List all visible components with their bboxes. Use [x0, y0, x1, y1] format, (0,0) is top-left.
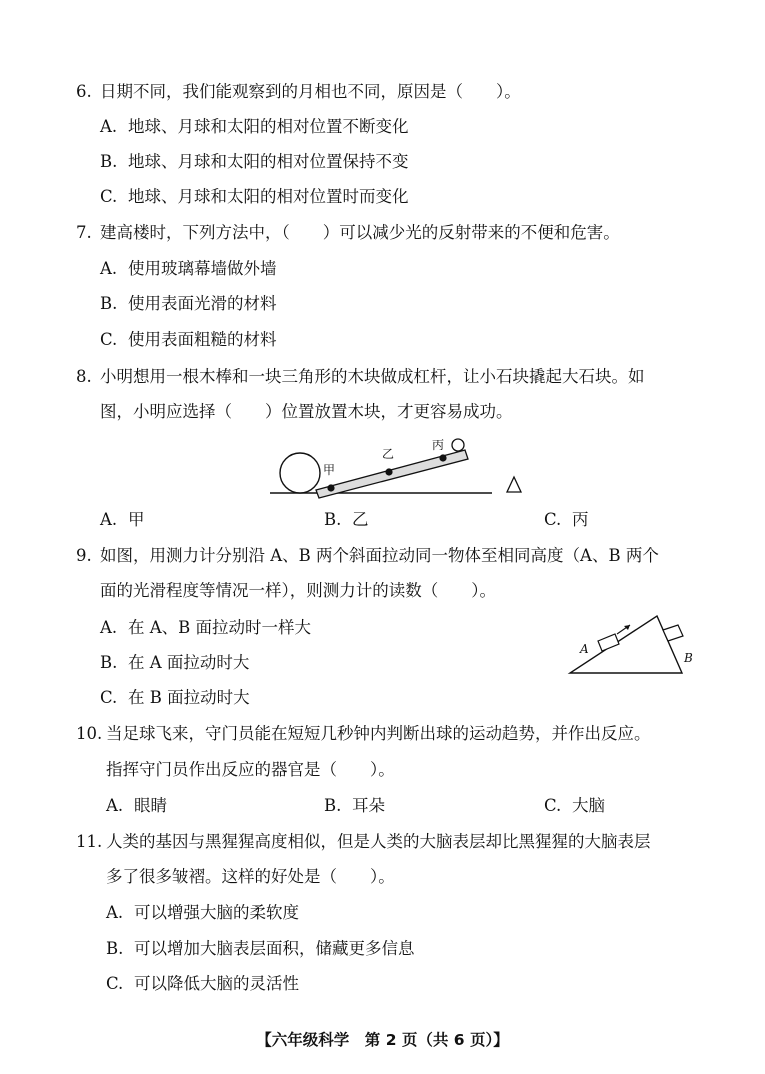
- q7-option-b[interactable]: [100, 294, 277, 314]
- triangle-wood-block: [507, 477, 521, 492]
- option-text: 地球、月球和太阳的相对位置不断变化: [128, 117, 409, 136]
- label-b: B: [684, 651, 693, 665]
- question-7-stem: [76, 223, 620, 243]
- option-text: 使用玻璃幕墙做外墙: [128, 259, 277, 278]
- label-jia: 甲: [323, 463, 336, 477]
- option-letter: C.: [100, 187, 118, 206]
- q7-option-a[interactable]: [100, 259, 277, 279]
- question-number: 11.: [76, 832, 103, 851]
- option-letter: B.: [324, 796, 342, 815]
- question-text: 人类的基因与黑猩猩高度相似，但是人类的大脑表层却比黑猩猩的大脑表层: [106, 832, 651, 851]
- question-text: 如图，用测力计分别沿 A、B 两个斜面拉动同一物体至相同高度（A、B 两个: [100, 546, 659, 565]
- q11-option-c[interactable]: [106, 974, 299, 994]
- option-letter: A.: [100, 259, 118, 278]
- q6-option-a[interactable]: [100, 117, 409, 137]
- option-letter: C.: [100, 330, 118, 349]
- option-text: 在 B 面拉动时大: [128, 688, 250, 707]
- q6-option-c[interactable]: [100, 187, 409, 207]
- option-letter: B.: [100, 294, 118, 313]
- option-letter: A.: [100, 618, 118, 637]
- question-number: 9.: [76, 546, 92, 565]
- position-dot-jia: [327, 484, 334, 491]
- option-text: 地球、月球和太阳的相对位置保持不变: [128, 152, 409, 171]
- question-6-stem: [76, 82, 521, 102]
- question-text: 小明想用一根木棒和一块三角形的木块做成杠杆，让小石块撬起大石块。如: [100, 367, 645, 386]
- option-text: 可以降低大脑的灵活性: [134, 974, 299, 993]
- option-letter: A.: [100, 510, 118, 529]
- option-letter: B.: [100, 152, 118, 171]
- lever-figure: [260, 432, 540, 500]
- q8-option-c[interactable]: [544, 510, 589, 530]
- question-9-stem-line1: [76, 546, 659, 566]
- q7-option-c[interactable]: [100, 330, 277, 350]
- option-letter: C.: [106, 974, 124, 993]
- option-letter: A.: [106, 903, 124, 922]
- question-8-stem-line2: 图，小明应选择（ ）位置放置木块，才更容易成功。: [100, 402, 513, 421]
- position-dot-bing: [439, 454, 446, 461]
- option-letter: B.: [100, 653, 118, 672]
- incline-figure: [562, 608, 707, 680]
- question-10-stem-line2: 指挥守门员作出反应的器官是（ ）。: [106, 760, 395, 779]
- option-text: 眼睛: [134, 796, 167, 815]
- pull-arrow-a-head: [624, 625, 630, 630]
- option-letter: B.: [106, 939, 124, 958]
- option-letter: B.: [324, 510, 342, 529]
- question-11-stem-line1: [76, 832, 651, 852]
- option-text: 在 A、B 面拉动时一样大: [128, 618, 312, 637]
- question-text: 日期不同，我们能观察到的月相也不同，原因是（ ）。: [100, 82, 521, 101]
- question-number: 8.: [76, 367, 92, 386]
- question-number: 10.: [76, 724, 103, 743]
- question-number: 6.: [76, 82, 92, 101]
- question-text: 当足球飞来，守门员能在短短几秒钟内判断出球的运动趋势，并作出反应。: [106, 724, 651, 743]
- q10-option-a[interactable]: [106, 796, 167, 816]
- small-stone: [452, 439, 464, 451]
- label-bing: 丙: [432, 438, 445, 452]
- q9-option-a[interactable]: [100, 618, 311, 638]
- q10-option-b[interactable]: [324, 796, 385, 816]
- option-letter: C.: [544, 510, 562, 529]
- question-11-stem-line2: 多了很多皱褶。这样的好处是（ ）。: [106, 867, 395, 886]
- option-text: 耳朵: [352, 796, 385, 815]
- page-footer: 【六年级科学 第 2 页（共 6 页）】: [256, 1031, 509, 1049]
- option-text: 丙: [572, 510, 589, 529]
- q9-option-b[interactable]: [100, 653, 249, 673]
- option-text: 地球、月球和太阳的相对位置时而变化: [128, 187, 409, 206]
- q11-option-b[interactable]: [106, 939, 415, 959]
- question-text: 建高楼时，下列方法中，（ ）可以减少光的反射带来的不便和危害。: [100, 223, 620, 242]
- large-stone: [280, 453, 320, 493]
- q8-option-a[interactable]: [100, 510, 145, 530]
- label-a: A: [580, 642, 589, 656]
- option-text: 大脑: [572, 796, 605, 815]
- question-8-stem-line1: [76, 367, 645, 387]
- label-yi: 乙: [382, 447, 395, 461]
- option-text: 在 A 面拉动时大: [128, 653, 250, 672]
- q6-option-b[interactable]: [100, 152, 409, 172]
- question-10-stem-line1: [76, 724, 651, 744]
- option-letter: A.: [100, 117, 118, 136]
- option-letter: C.: [544, 796, 562, 815]
- q8-option-b[interactable]: [324, 510, 369, 530]
- option-text: 甲: [128, 510, 145, 529]
- question-number: 7.: [76, 223, 92, 242]
- option-text: 可以增强大脑的柔软度: [134, 903, 299, 922]
- q11-option-a[interactable]: [106, 903, 299, 923]
- option-letter: A.: [106, 796, 124, 815]
- q9-option-c[interactable]: [100, 688, 250, 708]
- position-dot-yi: [385, 468, 392, 475]
- option-text: 可以增加大脑表层面积，储藏更多信息: [134, 939, 415, 958]
- option-letter: C.: [100, 688, 118, 707]
- question-9-stem-line2: 面的光滑程度等情况一样），则测力计的读数（ ）。: [100, 581, 496, 600]
- option-text: 乙: [352, 510, 369, 529]
- option-text: 使用表面光滑的材料: [128, 294, 277, 313]
- option-text: 使用表面粗糙的材料: [128, 330, 277, 349]
- q10-option-c[interactable]: [544, 796, 605, 816]
